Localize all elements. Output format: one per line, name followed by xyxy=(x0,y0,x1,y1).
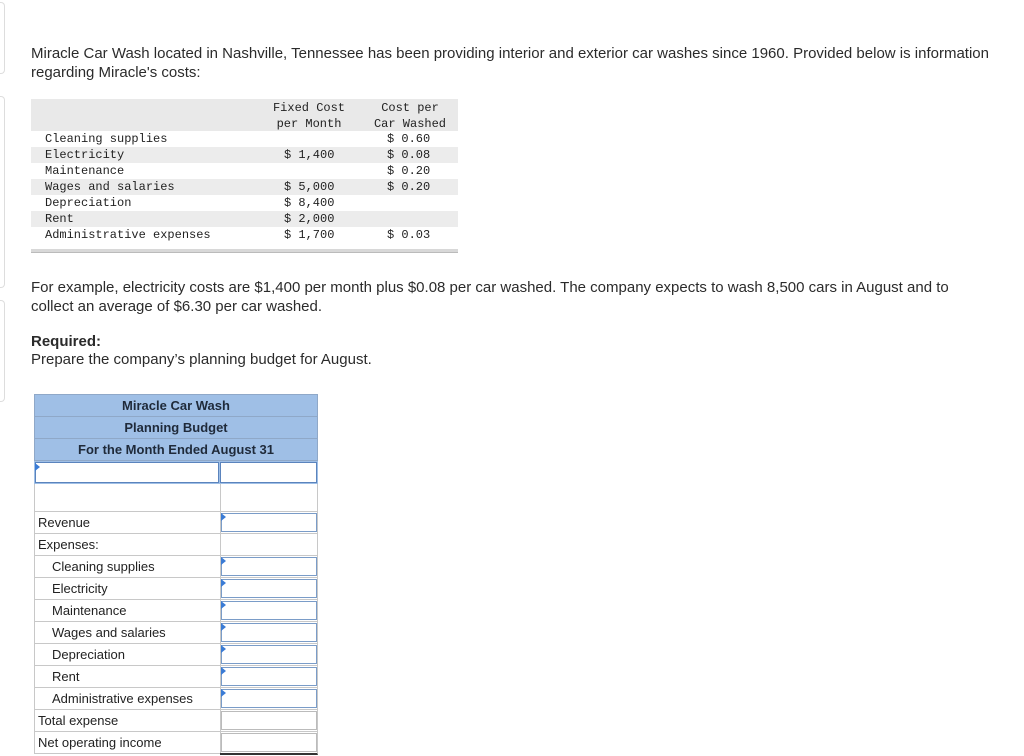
budget-row-revenue xyxy=(34,512,318,534)
input-marker-icon xyxy=(221,623,226,631)
input-marker-icon xyxy=(35,463,40,471)
cost-row xyxy=(31,131,458,147)
expense-item-label: Administrative expenses xyxy=(34,688,221,710)
expense-item-label: Depreciation xyxy=(34,644,221,666)
cost-row-label: Electricity xyxy=(45,148,125,162)
budget-row-wages xyxy=(34,622,318,644)
cost-row-fixed: $ 8,400 xyxy=(284,196,335,210)
expense-item-label: Cleaning supplies xyxy=(34,556,221,578)
left-edge-tabs xyxy=(0,0,5,410)
budget-period: For the Month Ended August 31 xyxy=(34,439,318,461)
blank-label-cell xyxy=(34,484,221,512)
cleaning-supplies-input[interactable] xyxy=(220,556,318,578)
cost-table xyxy=(31,99,458,256)
budget-row-total-expense xyxy=(34,710,318,732)
input-marker-icon xyxy=(221,667,226,675)
cost-table-header xyxy=(31,99,458,131)
input-marker-icon xyxy=(221,557,226,565)
net-operating-income-label: Net operating income xyxy=(34,732,221,754)
expense-item-label: Electricity xyxy=(34,578,221,600)
budget-blank-row xyxy=(34,484,318,512)
revenue-label: Revenue xyxy=(34,512,221,534)
expense-item-label: Rent xyxy=(34,666,221,688)
cost-row-fixed: $ 1,400 xyxy=(284,148,335,162)
intro-paragraph: Miracle Car Wash located in Nashville, Tennessee has been providing interior and exterior car washes since 1960. Provided below is information regarding Miracle's costs: xyxy=(31,45,989,81)
required-instruction: Prepare the company’s planning budget for August. xyxy=(31,351,372,368)
budget-row-administrative xyxy=(34,688,318,710)
expenses-value-cell xyxy=(220,534,318,556)
input-marker-icon xyxy=(221,689,226,697)
rent-input[interactable] xyxy=(220,666,318,688)
header-variable-cost xyxy=(366,100,454,132)
header-variable-line2: Car Washed xyxy=(373,117,446,131)
cost-row-variable: $ 0.03 xyxy=(387,228,431,242)
budget-company-name: Miracle Car Wash xyxy=(34,394,318,417)
example-paragraph: For example, electricity costs are $1,400 per month plus $0.08 per car washed. The company expects to wash 8,500 cars in August and to collect an average of $6.30 per car washed. xyxy=(31,279,949,315)
cost-row-variable: $ 0.20 xyxy=(387,164,431,178)
cost-row xyxy=(31,211,458,227)
budget-row-cleaning-supplies xyxy=(34,556,318,578)
revenue-input[interactable] xyxy=(220,512,318,534)
cost-table-bottom-rule xyxy=(31,249,458,253)
header-variable-line1: Cost per xyxy=(381,101,439,115)
expenses-label: Expenses: xyxy=(34,534,221,556)
total-expense-field[interactable] xyxy=(220,710,318,732)
budget-row-maintenance xyxy=(34,600,318,622)
input-marker-icon xyxy=(221,513,226,521)
blank-value-cell xyxy=(220,484,318,512)
budget-row-depreciation xyxy=(34,644,318,666)
maintenance-input[interactable] xyxy=(220,600,318,622)
header-label-input[interactable] xyxy=(35,462,219,483)
cost-row xyxy=(31,227,458,243)
required-heading: Required: xyxy=(31,333,102,350)
cost-row xyxy=(31,179,458,195)
administrative-input[interactable] xyxy=(220,688,318,710)
cost-row-label: Maintenance xyxy=(45,164,125,178)
input-marker-icon xyxy=(221,579,226,587)
cost-row xyxy=(31,195,458,211)
planning-budget-form xyxy=(34,394,318,754)
input-marker-icon xyxy=(221,645,226,653)
header-fixed-line1: Fixed Cost xyxy=(272,101,345,115)
cost-row-fixed: $ 1,700 xyxy=(284,228,335,242)
cost-row-fixed: $ 5,000 xyxy=(284,180,335,194)
wages-input[interactable] xyxy=(220,622,318,644)
input-marker-icon xyxy=(221,601,226,609)
cost-row-label: Depreciation xyxy=(45,196,132,210)
cost-row-variable: $ 0.20 xyxy=(387,180,431,194)
electricity-input[interactable] xyxy=(220,578,318,600)
header-value-input[interactable] xyxy=(220,462,317,483)
depreciation-input[interactable] xyxy=(220,644,318,666)
expense-item-label: Maintenance xyxy=(34,600,221,622)
cost-row-label: Cleaning supplies xyxy=(45,132,168,146)
cost-row-label: Administrative expenses xyxy=(45,228,211,242)
budget-row-rent xyxy=(34,666,318,688)
cost-row-fixed: $ 2,000 xyxy=(284,212,335,226)
header-fixed-cost xyxy=(269,100,349,132)
budget-title: Planning Budget xyxy=(34,417,318,439)
cost-row xyxy=(31,163,458,179)
expense-item-label: Wages and salaries xyxy=(34,622,221,644)
budget-row-net-operating-income xyxy=(34,732,318,754)
cost-row-variable: $ 0.60 xyxy=(387,132,431,146)
budget-header-input-row xyxy=(34,461,318,484)
net-operating-income-field[interactable] xyxy=(220,732,318,755)
cost-row xyxy=(31,147,458,163)
cost-row-variable: $ 0.08 xyxy=(387,148,431,162)
cost-row-label: Wages and salaries xyxy=(45,180,175,194)
budget-row-electricity xyxy=(34,578,318,600)
header-fixed-line2: per Month xyxy=(276,117,342,131)
cost-row-label: Rent xyxy=(45,212,74,226)
total-expense-label: Total expense xyxy=(34,710,221,732)
budget-row-expenses xyxy=(34,534,318,556)
